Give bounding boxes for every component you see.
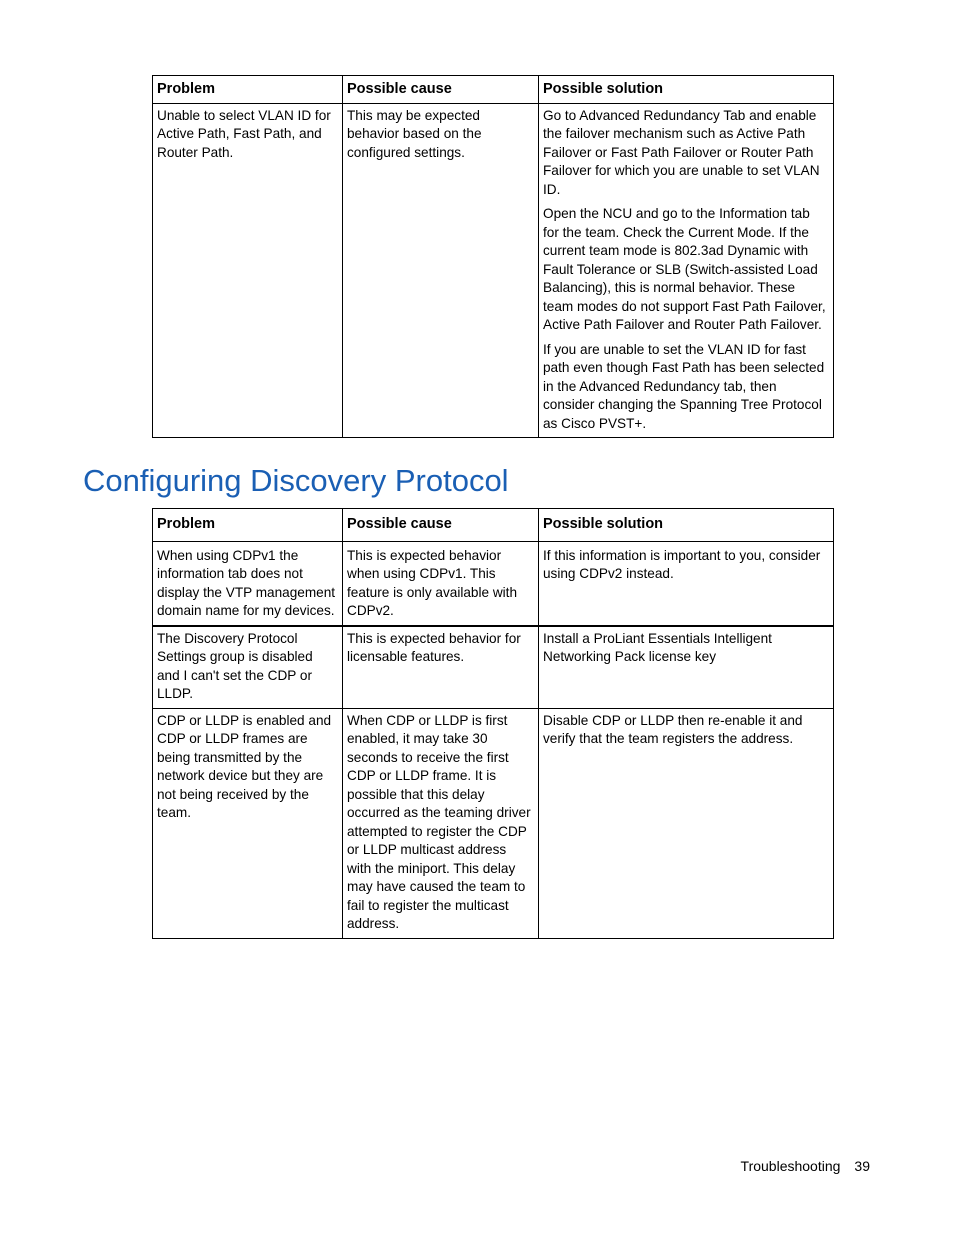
- vlan-troubleshooting-table: [152, 75, 834, 438]
- solution-cell: [539, 103, 834, 438]
- cause-cell: This may be expected behavior based on the configured settings.: [343, 103, 539, 438]
- solution-paragraph: Go to Advanced Redundancy Tab and enable the failover mechanism such as Active Path Failover or Fast Path Failover or Router Path Failover for which you are unable to set VLAN ID.: [543, 107, 820, 197]
- table-row: [153, 103, 834, 438]
- table-header-row: [153, 76, 834, 104]
- cause-cell: This is expected behavior when using CDPv1. This feature is only available with CDPv2.: [343, 541, 539, 626]
- table-row: [153, 708, 834, 938]
- page-footer: [741, 1158, 870, 1174]
- table-row: [153, 541, 834, 626]
- solution-paragraph: If you are unable to set the VLAN ID for fast path even though Fast Path has been selected in the Advanced Redundancy tab, then consider changing the Spanning Tree Protocol as Cisco PVST+.: [543, 341, 825, 431]
- page-number: 39: [854, 1158, 870, 1174]
- header-possible-cause: Possible cause: [343, 76, 539, 104]
- header-possible-solution: Possible solution: [539, 509, 834, 542]
- problem-cell: The Discovery Protocol Settings group is disabled and I can't set the CDP or LLDP.: [153, 626, 343, 709]
- table-header-row: [153, 509, 834, 542]
- problem-cell: When using CDPv1 the information tab does not display the VTP management domain name for my devices.: [153, 541, 343, 626]
- cause-cell: This is expected behavior for licensable features.: [343, 626, 539, 709]
- header-problem: Problem: [153, 76, 343, 104]
- header-possible-cause: Possible cause: [343, 509, 539, 542]
- header-possible-solution: Possible solution: [539, 76, 834, 104]
- solution-paragraph: Open the NCU and go to the Information tab for the team. Check the Current Mode. If the current team mode is 802.3ad Dynamic with Fault Tolerance or SLB (Switch-assisted Load Balancing), this is normal behavior. These team modes do not support Fast Path Failover, Active Path Failover and Router Path Failover.: [543, 206, 826, 332]
- discovery-protocol-table: [152, 508, 834, 939]
- footer-section-name: Troubleshooting: [740, 1158, 841, 1174]
- table-row: [153, 626, 834, 709]
- solution-cell: Disable CDP or LLDP then re-enable it and verify that the team registers the address.: [539, 708, 834, 938]
- solution-cell: Install a ProLiant Essentials Intelligent Networking Pack license key: [539, 626, 834, 709]
- section-heading: Configuring Discovery Protocol: [83, 463, 509, 498]
- solution-cell: If this information is important to you, consider using CDPv2 instead.: [539, 541, 834, 626]
- cause-cell: When CDP or LLDP is first enabled, it may take 30 seconds to receive the first CDP or LLDP frame. It is possible that this delay occurred as the teaming driver attempted to register the CDP or LLDP multicast address with the miniport. This delay may have caused the team to fail to register the multicast address.: [343, 708, 539, 938]
- problem-cell: Unable to select VLAN ID for Active Path, Fast Path, and Router Path.: [153, 103, 343, 438]
- header-problem: Problem: [153, 509, 343, 542]
- problem-cell: CDP or LLDP is enabled and CDP or LLDP frames are being transmitted by the network device but they are not being received by the team.: [153, 708, 343, 938]
